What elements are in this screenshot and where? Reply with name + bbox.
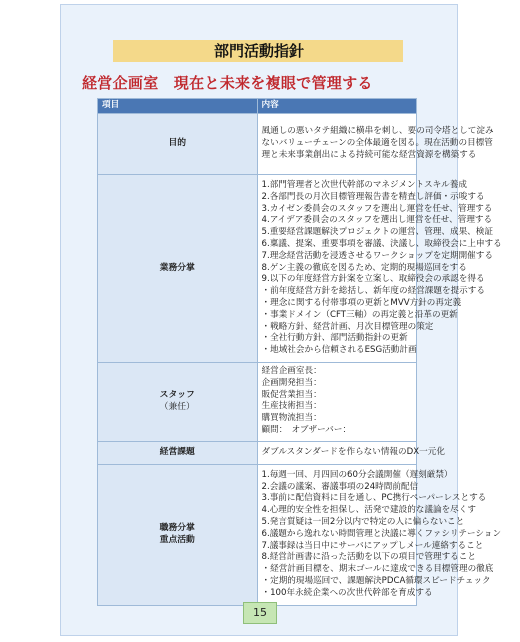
- content-line: 6.議題から逸れない時間管理と決議に導くファシリテーション: [261, 528, 502, 539]
- header-item: 項目: [98, 99, 258, 114]
- row-content: [257, 441, 445, 464]
- content-line: ・前年度経営方針を総括し、新年度の経営課題を提示する: [261, 286, 485, 297]
- row-label: [98, 175, 258, 363]
- content-line: ・経営計画目標を、期末ゴールに達成できる目標管理の徹底: [261, 564, 494, 575]
- row-label-text: 目的: [168, 138, 187, 149]
- row-label-text: 経営課題: [159, 446, 195, 457]
- content-line: ダブルスタンダードを作らない情報のDX一元化: [261, 446, 445, 457]
- content-line: 3.事前に配信資料に目を通し、PC携行ペーパーレスとする: [261, 493, 487, 504]
- content-line: 4.心理的安全性を担保し、活発で建設的な議論を尽くす: [261, 505, 476, 516]
- content-line: ・全社行動方針、部門活動指針の更新: [261, 333, 408, 344]
- content-line: 経営企画室長：: [261, 365, 322, 376]
- department-subtitle: 経営企画室 現在と未来を複眼で管理する: [82, 74, 373, 92]
- content-line: 6.稟議、提案、重要事項を審議、決議し、取締役会に上申する: [261, 238, 502, 249]
- row-label-text: 職務分掌: [159, 522, 195, 533]
- row-content: [257, 114, 494, 175]
- content-line: 4.アイデア委員会のスタッフを選出し運営を任せ、管理する: [261, 215, 493, 226]
- row-label-text: 業務分掌: [159, 262, 195, 273]
- content-line: 5.重要経営課題解決プロジェクトの運営、管理、成果、検証: [261, 227, 493, 238]
- content-line: ・100年永続企業への次世代幹部を育成する: [261, 587, 433, 598]
- content-line: ・戦略方針、経営計画、月次目標管理の策定: [261, 321, 434, 332]
- row-issue: [98, 441, 417, 464]
- row-label: [98, 362, 258, 441]
- content-line: 1.部門管理者と次世代幹部のマネジメントスキル養成: [261, 180, 467, 190]
- content-line: 2.会議の議案、審議事項の24時間前配信: [261, 481, 419, 492]
- content-line: 理と未来事業創出による持続可能な経営資源を構築する: [261, 149, 477, 160]
- content-line: 8.経営計画書に沿った活動を以下の項目で管理すること: [261, 552, 476, 563]
- row-label-text: （兼任）: [159, 401, 195, 412]
- content-line: 5.発言質疑は一回2分以内で特定の人に偏らないこと: [261, 516, 465, 527]
- content-line: 3.カイゼン委員会のスタッフを選出し運営を任せ、管理する: [261, 203, 493, 214]
- content-line: 販促営業担当：: [261, 389, 322, 400]
- content-line: ・理念に関する付帯事項の更新とMVV方針の再定義: [261, 297, 462, 308]
- content-line: 顧問： オブザーバー：: [261, 424, 352, 435]
- activity-table: [97, 98, 502, 606]
- content-line: 購買物流担当：: [261, 413, 322, 424]
- row-focus: [98, 464, 417, 605]
- content-line: 7.理念経営活動を浸透させるワークショップを定期開催する: [261, 250, 493, 261]
- content-line: 風通しの悪いタテ組織に横串を刺し、要の司令塔として淀み: [261, 126, 494, 137]
- content-line: ・定期的現場巡回で、課題解決PDCA循環スピードチェック: [261, 575, 491, 586]
- content-line: 9.以下の年度経営方針案を立案し、取締役会の承認を得る: [261, 274, 485, 285]
- row-content: [257, 464, 502, 605]
- content-line: 生産技術担当：: [261, 401, 322, 412]
- content-line: 1.毎週一回、月四回の60分会議開催（遅刻厳禁）: [261, 469, 453, 480]
- content-line: ・地域社会から信頼されるESG活動計画: [261, 345, 417, 356]
- row-duties: [98, 175, 417, 363]
- row-label-text: 重点活動: [159, 534, 195, 545]
- content-line: ・事業ドメイン（CFT三軸）の再定義と沿革の更新: [261, 309, 458, 320]
- content-line: 8.ゲン主義の徹底を図るため、定期的現場巡回をする: [261, 262, 467, 273]
- page-number: 15: [243, 602, 277, 624]
- content-line: 7.議事録は当日中にサーバにアップしメール連絡すること: [261, 540, 484, 551]
- table-header-row: [98, 99, 417, 114]
- header-content: 内容: [257, 99, 417, 114]
- row-label: [98, 441, 258, 464]
- row-content: [257, 175, 502, 363]
- row-label-text: スタッフ: [159, 390, 195, 401]
- row-content: [257, 362, 417, 441]
- row-staff: [98, 362, 417, 441]
- page-title: 部門活動指針: [213, 42, 304, 60]
- row-label: [98, 464, 258, 605]
- content-line: 2.各部門長の月次目標管理報告書を精査し評価・示唆する: [261, 191, 485, 202]
- content-line: 企画開発担当：: [261, 377, 322, 388]
- row-purpose: [98, 114, 417, 175]
- row-label: [98, 114, 258, 175]
- content-line: ないバリューチェーンの全体最適を図る。現在活動の目標管: [261, 138, 493, 149]
